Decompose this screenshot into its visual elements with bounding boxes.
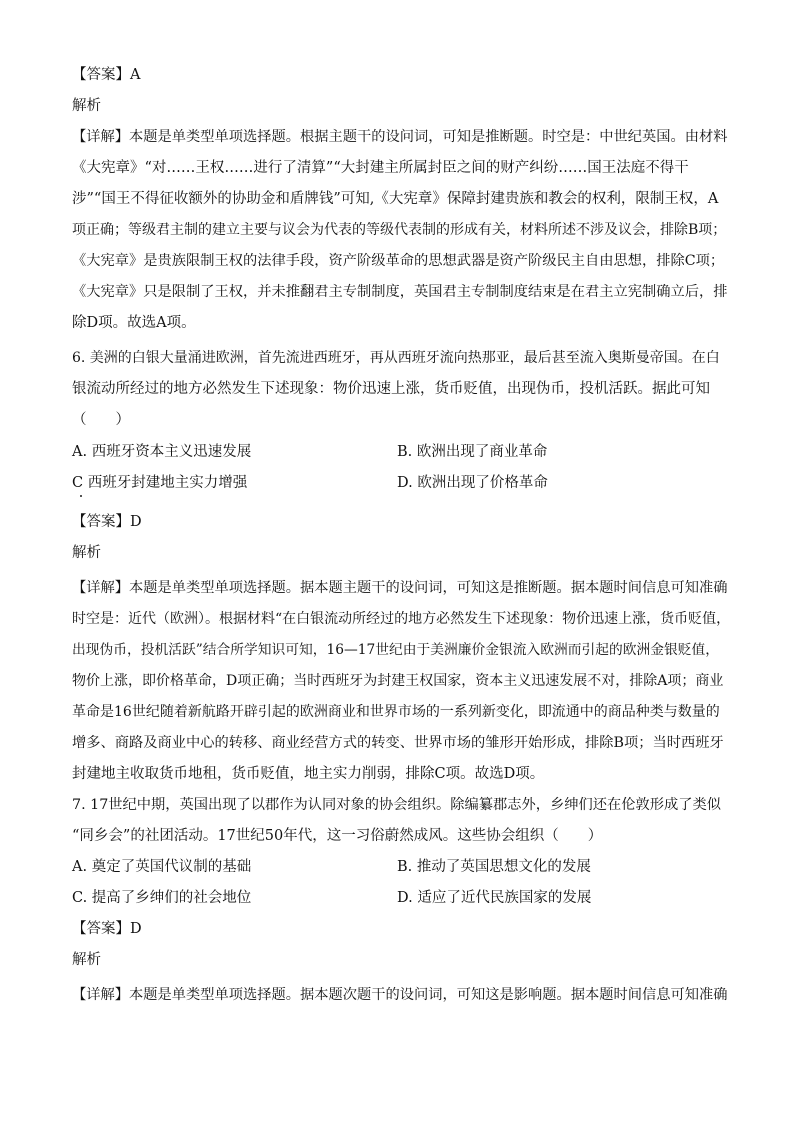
q5-detail-line-1: 【详解】本题是单类型单项选择题。根据主题干的设问词，可知是推断题。时空是：中世纪英国。由材料 [72,129,728,145]
q5-answer-value: A [130,67,141,83]
q7-answer-line: 【答案】D [72,921,142,937]
q5-detail-line-5: 《大宪章》是贵族限制王权的法律手段，资产阶级革命的思想武器是资产阶级民主自由思想，排除C项； [72,253,725,269]
q6-detail-line-6: 增多、商路及商业中心的转移、商业经营方式的转变、世界市场的雏形开始形成，排除B项；当时西班牙 [72,735,724,751]
q7-analysis-heading: 解析 [72,952,101,968]
q6-option-a: A. 西班牙资本主义迅速发展 [72,444,252,460]
q5-detail-line-6: 《大宪章》只是限制了王权，并未推翻君主专制制度，英国君主专制制度结束是在君主立宪制确立后，排 [72,284,728,300]
q6-detail-line-2: 时空是：近代（欧洲）。根据材料“在白银流动所经过的地方必然发生下述现象：物价迅速上涨，货币贬值， [72,611,731,627]
q5-answer-line [72,65,140,85]
q6-stem-line-3: （ ） [72,412,130,428]
q7-option-b: B. 推动了英国思想文化的发展 [397,859,591,875]
q5-analysis-heading: 解析 [72,98,101,114]
q6-answer-line: 【答案】D [72,514,142,530]
q6-detail-line-1: 【详解】本题是单类型单项选择题。据本题主题干的设问词，可知这是推断题。据本题时间信息可知准确 [72,580,728,596]
q7-answer-value: D [130,921,142,937]
q6-option-d: D. 欧洲出现了价格革命 [397,475,548,491]
q5-detail-line-4: 项正确；等级君主制的建立主要与议会为代表的等级代表制的形成有关，材料所述不涉及议会，排除B项； [72,222,727,238]
q7-stem-line-2: “同乡会”的社团活动。17世纪50年代，这一习俗蔚然成风。这些协会组织（ ） [72,828,603,844]
q7-option-d: D. 适应了近代民族国家的发展 [397,890,592,906]
q6-detail-line-7: 封建地主收取货币地租，货币贬值，地主实力削弱，排除C项。故选D项。 [72,766,545,782]
q5-detail-line-2: 《大宪章》“对……王权……进行了清算”“大封建主所属封臣之间的财产纠纷……国王法庭不得干 [72,160,689,176]
q6-analysis-heading: 解析 [72,545,101,561]
q6-option-b: B. 欧洲出现了商业革命 [397,444,548,460]
q6-answer-value: D [130,514,142,530]
q7-stem-line-1: 7. 17世纪中期，英国出现了以郡作为认同对象的协会组织。除编纂郡志外，乡绅们还在伦敦形成了类似 [72,797,722,813]
q5-detail-line-7: 除D项。故选A项。 [72,315,196,331]
stray-mark [80,495,82,497]
q5-detail-line-3: 涉”“国王不得征收额外的协助金和盾牌钱”可知,《大宪章》保障封建贵族和教会的权利，限制王权，A [72,191,719,207]
q6-option-c: C 西班牙封建地主实力增强 [72,475,248,491]
q6-stem-line-1: 6. 美洲的白银大量涌进欧洲，首先流进西班牙，再从西班牙流向热那亚，最后甚至流入奥斯曼帝国。在白 [72,350,720,366]
q7-option-c: C. 提高了乡绅们的社会地位 [72,890,252,906]
q7-option-a: A. 奠定了英国代议制的基础 [72,859,252,875]
detail-label: 【详解】 [72,129,130,145]
q6-stem-line-2: 银流动所经过的地方必然发生下述现象：物价迅速上涨，货币贬值，出现伪币，投机活跃。据此可知 [72,381,710,397]
answer-label: 【答案】 [72,67,130,83]
q6-detail-line-3: 出现伪币，投机活跃”结合所学知识可知，16—17世纪由于美洲廉价金银流入欧洲而引起的欧洲金银贬值， [72,642,720,658]
q6-detail-line-4: 物价上涨，即价格革命，D项正确；当时西班牙为封建王权国家，资本主义迅速发展不对，排除A项；商业 [72,673,724,689]
q6-detail-line-5: 革命是16世纪随着新航路开辟引起的欧洲商业和世界市场的一系列新变化，即流通中的商品种类与数量的 [72,704,720,720]
q7-detail-line-1: 【详解】本题是单类型单项选择题。据本题次题干的设问词，可知这是影响题。据本题时间信息可知准确 [72,987,728,1003]
